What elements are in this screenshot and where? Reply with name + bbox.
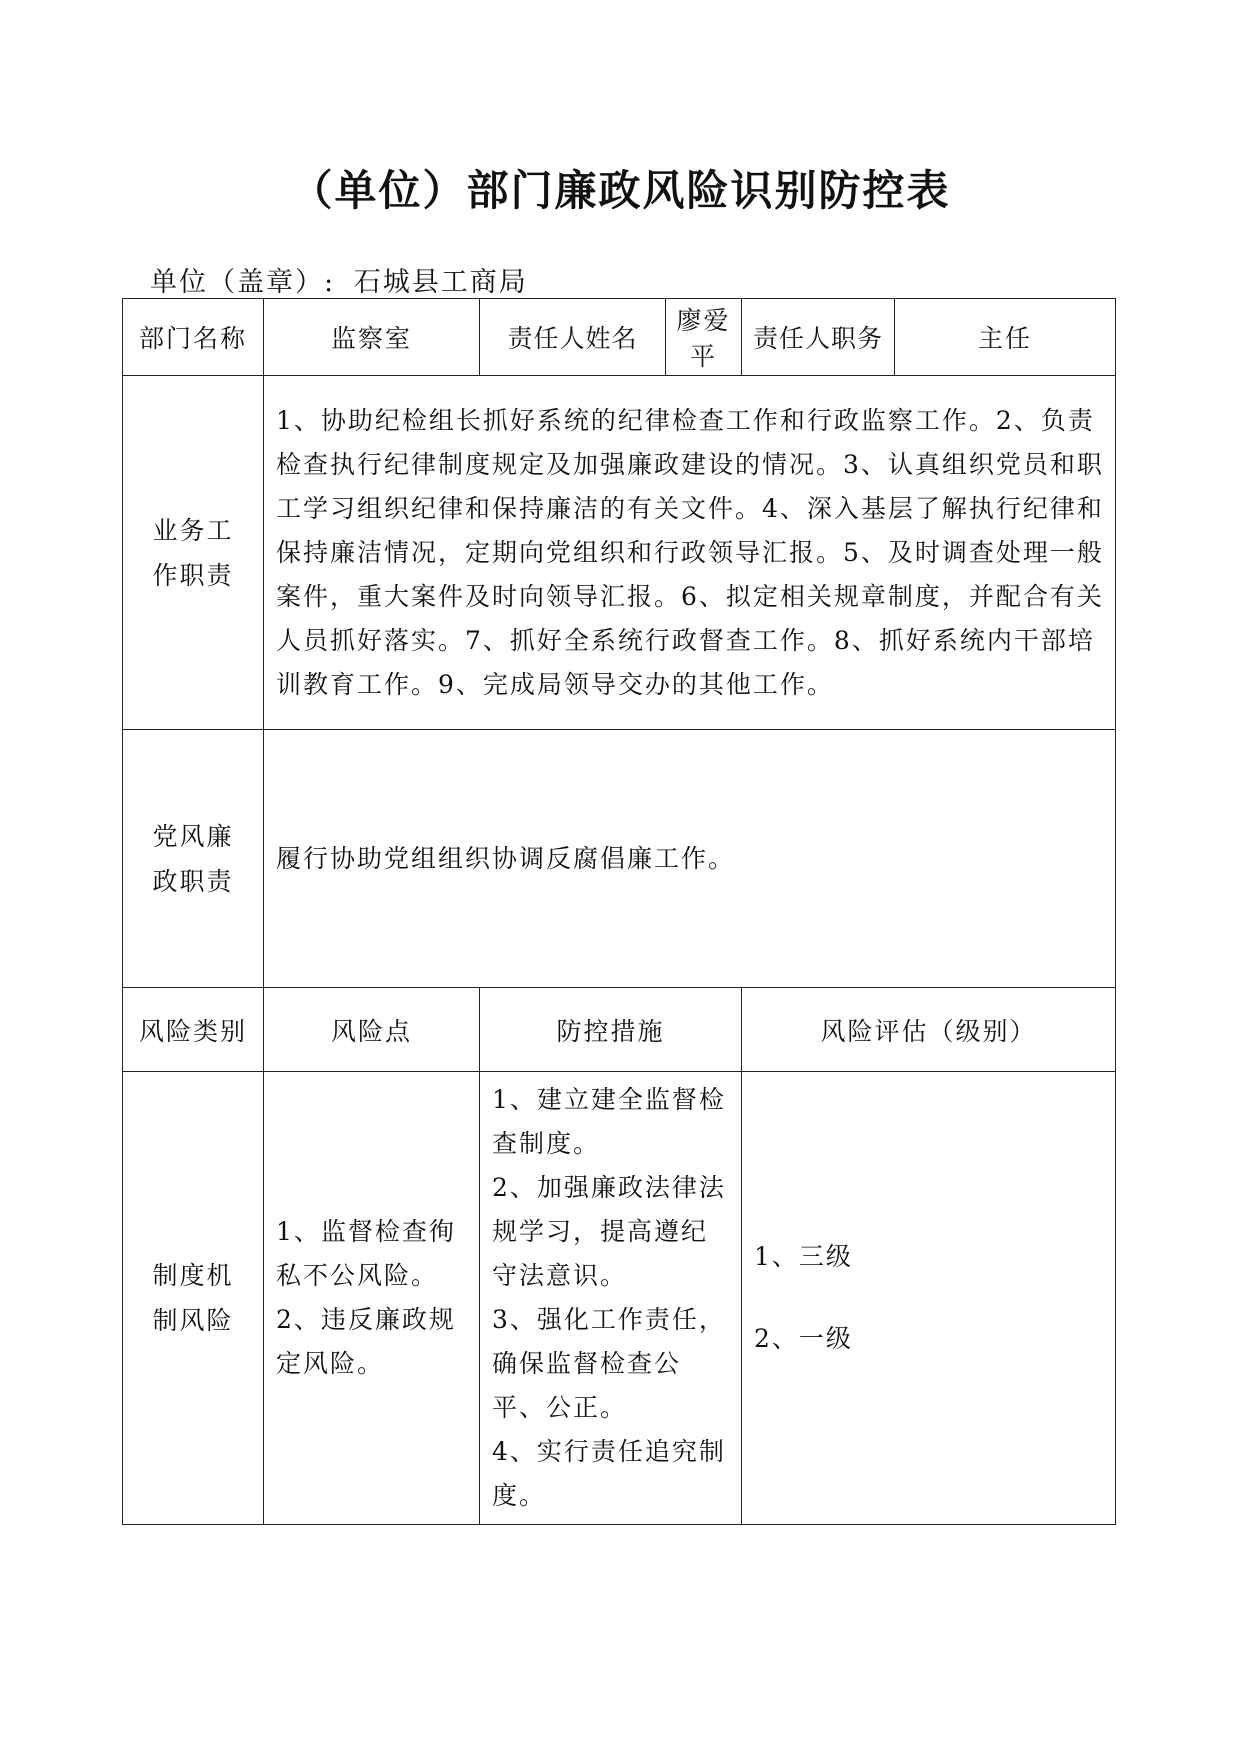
unit-label: 单位（盖章）: [150, 267, 336, 298]
dept-name-label: 部门名称 [123, 299, 264, 376]
risk-header-category: 风险类别 [123, 988, 264, 1072]
person-name-value: 廖爱平 [676, 306, 731, 371]
person-title-value: 主任 [978, 324, 1033, 353]
risk-measure-item: 3、强化工作责任，确保监督检查公平、公正。 [492, 1305, 726, 1422]
unit-line [150, 260, 528, 299]
dept-name-value: 监察室 [264, 299, 480, 376]
title-cells [742, 299, 1116, 376]
risk-header-row [123, 988, 1116, 1072]
business-duty-label [123, 376, 264, 730]
risk-data-row [123, 1072, 1116, 1525]
person-cells [480, 299, 742, 376]
risk-header-level: 风险评估（级别） [742, 988, 1116, 1072]
risk-measure-item: 1、建立建全监督检查制度。 [492, 1085, 726, 1158]
person-name-label: 责任人姓名 [480, 299, 666, 375]
unit-value: 石城县工商局 [353, 267, 528, 298]
risk-measure-item: 4、实行责任追究制度。 [492, 1437, 726, 1510]
risk-control-table [122, 298, 1116, 1525]
business-duty-label-line1: 业务工 [152, 515, 234, 545]
header-info-row [123, 299, 1116, 376]
party-duty-label-line2: 政职责 [152, 866, 234, 896]
business-duty-text: 1、协助纪检组长抓好系统的纪律检查工作和行政监察工作。2、负责检查执行纪律制度规定及加强廉政建设的情况。3、认真组织党员和职工学习组织纪律和保持廉洁的有关文件。4、深入基层了解执行纪律和保持廉洁情况，定期向党组织和行政领导汇报。5、及时调查处理一般案件，重大案件及时向领导汇报。6、拟定相关规章制度，并配合有关人员抓好落实。7、抓好全系统行政督查工作。8、抓好系统内干部培训教育工作。9、完成局领导交办的其他工作。 [264, 376, 1116, 730]
document-title: （单位）部门廉政风险识别防控表 [290, 166, 951, 215]
person-title-label: 责任人职务 [742, 299, 895, 375]
risk-measure-item: 2、加强廉政法律法规学习，提高遵纪守法意识。 [492, 1173, 726, 1290]
risk-level-item: 1、三级 [754, 1242, 853, 1271]
risk-category [123, 1072, 264, 1525]
risk-points [264, 1072, 480, 1525]
business-duty-label-line2: 作职责 [152, 560, 234, 590]
risk-point-item: 1、监督检查徇私不公风险。 [276, 1217, 456, 1290]
risk-category-line2: 制风险 [152, 1306, 234, 1335]
risk-point-item: 2、违反廉政规定风险。 [276, 1305, 456, 1378]
risk-level-item: 2、一级 [754, 1324, 853, 1353]
party-duty-text: 履行协助党组组织协调反腐倡廉工作。 [264, 730, 1116, 988]
party-duty-label-line1: 党风廉 [152, 821, 234, 851]
risk-levels [742, 1072, 1116, 1525]
party-duty-row [123, 730, 1116, 988]
risk-header-point: 风险点 [264, 988, 480, 1072]
risk-measures [480, 1072, 742, 1525]
party-duty-label [123, 730, 264, 988]
risk-header-measures: 防控措施 [480, 988, 742, 1072]
business-duty-row [123, 376, 1116, 730]
risk-category-line1: 制度机 [152, 1261, 234, 1290]
